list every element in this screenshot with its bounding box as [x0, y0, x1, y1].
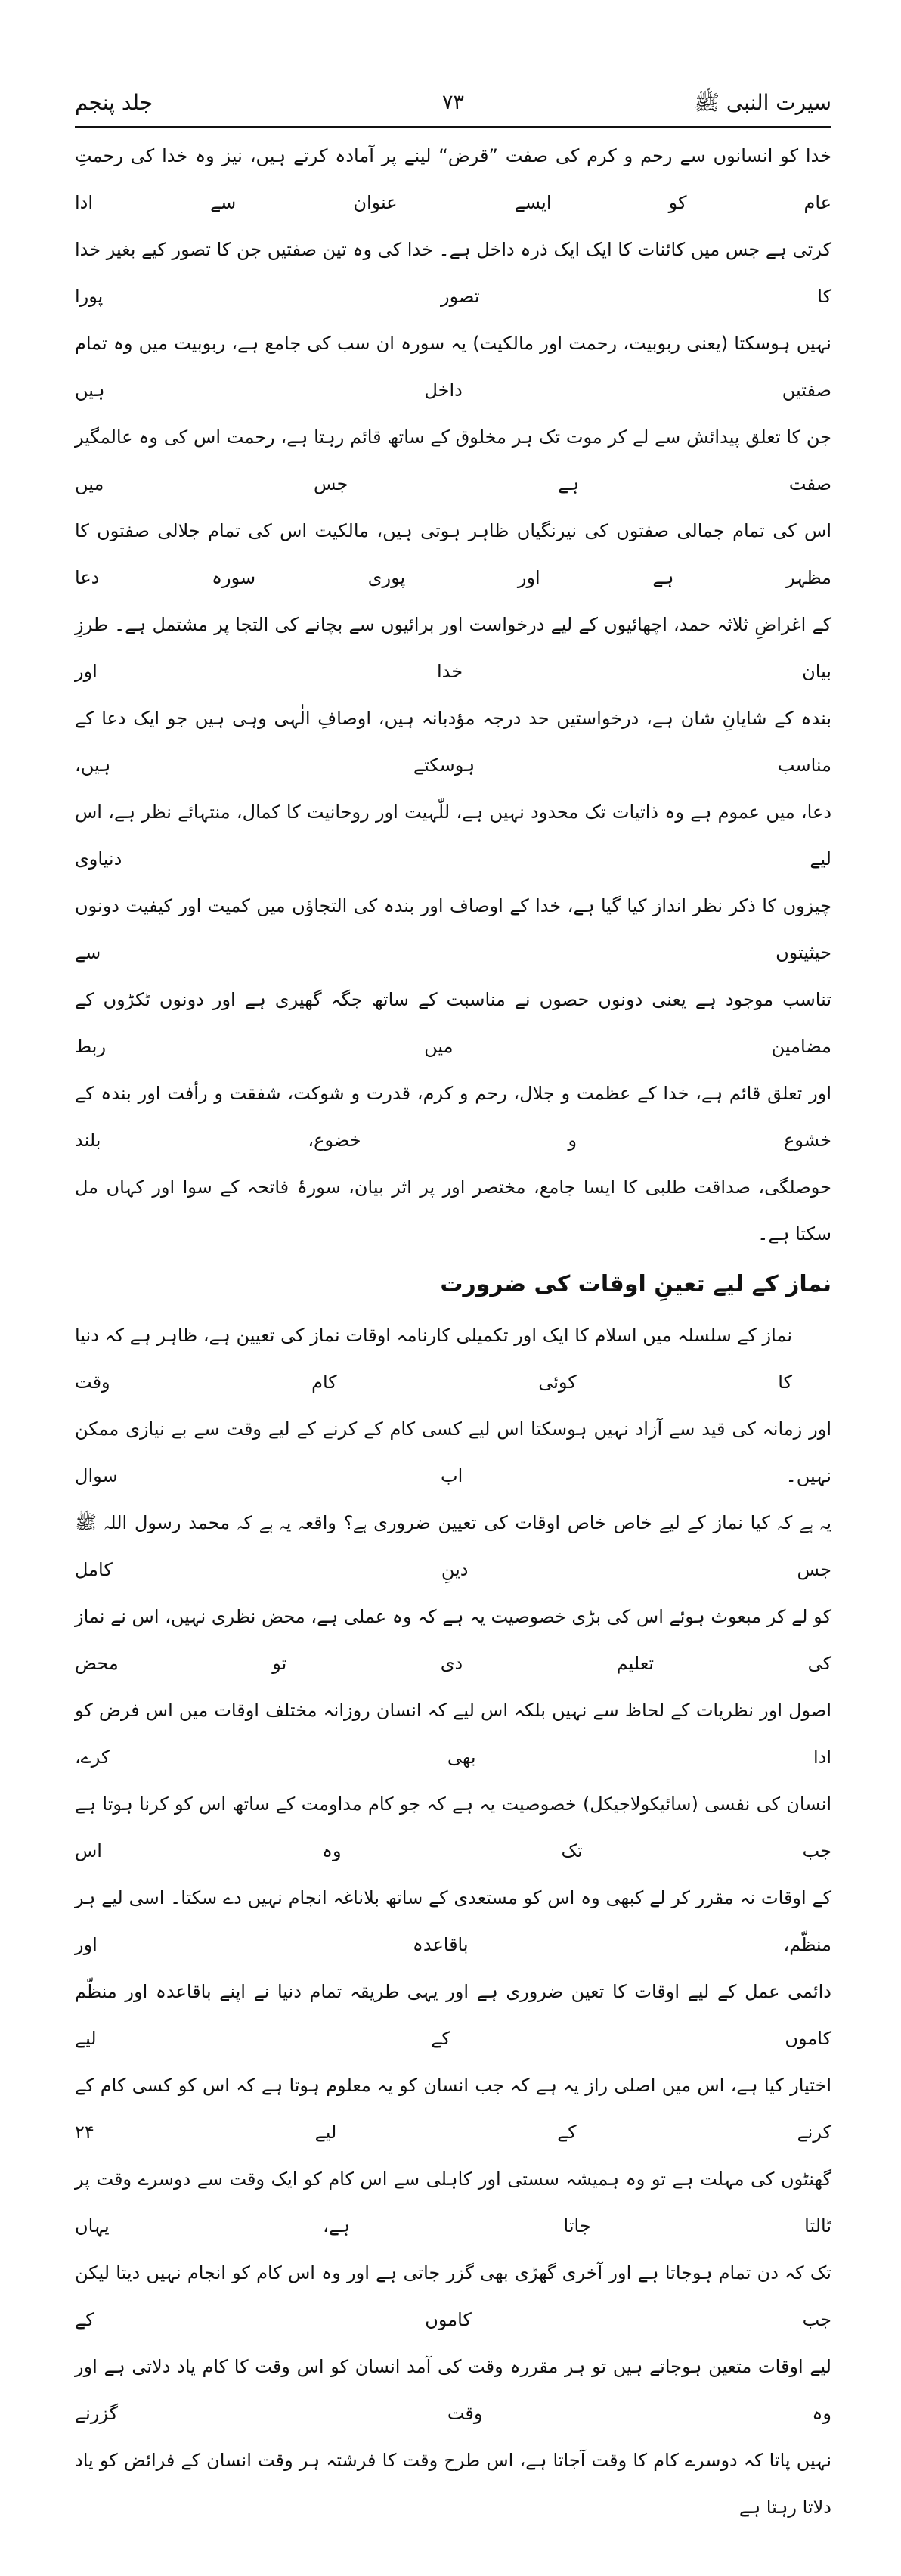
- text-line: گھنٹوں کی مہلت ہے تو وہ ہمیشہ سستی اور کاہلی سے اس کام کو ایک وقت سے دوسرے وقت پر ٹالتا جاتا ہے، یہاں: [75, 2168, 831, 2237]
- text-line: تناسب موجود ہے یعنی دونوں حصوں نے مناسبت کے ساتھ جگہ گھیری ہے اور دونوں ٹکڑوں کے مضامین میں ربط: [75, 989, 831, 1057]
- text-line: انسان کی نفسی (سائیکولاجیکل) خصوصیت یہ ہے کہ جو کام مداومت کے ساتھ اس کو کرنا ہوتا ہے جب تک وہ اس: [75, 1793, 831, 1861]
- header-divider: [75, 126, 831, 128]
- text-line: اور تعلق قائم ہے، خدا کے عظمت و جلال، رحم و کرم، قدرت و شوکت، شفقت و رأفت اور بندہ کے خشوع و خضوع، بلند: [75, 1083, 831, 1151]
- text-line: تک کہ دن تمام ہوجاتا ہے اور آخری گھڑی بھی گزر جاتی ہے اور وہ اس کام کو انجام نہیں دیتا لیکن جب کاموں کے: [75, 2262, 831, 2330]
- text-line: اصول اور نظریات کے لحاظ سے نہیں بلکہ اس لیے کہ انسان روزانہ مختلف اوقات میں اس فرض کو ادا بھی کرے،: [75, 1700, 831, 1768]
- text-line: یہ ہے کہ کیا نماز کے لیے خاص خاص اوقات کی تعیین ضروری ہے؟ واقعہ یہ ہے کہ محمد رسول اللہ ﷺ جس دینِ کامل: [75, 1512, 831, 1580]
- text-line: دائمی عمل کے لیے اوقات کا تعین ضروری ہے اور یہی طریقہ تمام دنیا نے اپنے باقاعدہ اور منظّم کاموں کے لیے: [75, 1981, 831, 2049]
- text-line: جن کا تعلق پیدائش سے لے کر موت تک ہر مخلوق کے ساتھ قائم رہتا ہے، رحمت اس کی وہ عالمگیر صفت ہے جس میں: [75, 426, 831, 494]
- section-heading: نماز کے لیے تعینِ اوقات کی ضرورت: [440, 1271, 831, 1297]
- paragraph-2: [75, 1312, 831, 2531]
- text-line: حوصلگی، صداقت طلبی کا ایسا جامع، مختصر اور پر اثر بیان، سورۂ فاتحہ کے سوا اور کہاں مل سکتا ہے۔: [75, 1176, 831, 1245]
- page-number: ۷۳: [441, 91, 464, 114]
- text-line: اس کی تمام جمالی صفتوں کی نیرنگیاں ظاہر ہوتی ہیں، مالکیت اس کی تمام جلالی صفتوں کا مظہر ہے اور پوری سورہ دعا: [75, 520, 831, 588]
- text-line: اور زمانہ کی قید سے آزاد نہیں ہوسکتا اس لیے کسی کام کے کرنے کے لیے وقت سے بے نیازی ممکن نہیں۔ اب سوال: [75, 1418, 831, 1486]
- running-header-volume: جلد پنجم: [75, 90, 153, 115]
- text-line: کے اوقات نہ مقرر کر لے کبھی وہ اس کو مستعدی کے ساتھ بلاناغہ انجام نہیں دے سکتا۔ اسی لیے ہر منظّم، باقاعدہ اور: [75, 1887, 831, 1955]
- text-line: نماز کے سلسلہ میں اسلام کا ایک اور تکمیلی کارنامہ اوقات نماز کی تعیین ہے، ظاہر ہے کہ دنیا کا کوئی کام وقت: [75, 1325, 792, 1393]
- text-line: بندہ کے شایانِ شان ہے، درخواستیں حد درجہ مؤدبانہ ہیں، اوصافِ الٰہی وہی ہیں جو ایک دعا کے مناسب ہوسکتے ہیں،: [75, 708, 831, 776]
- text-line: کرتی ہے جس میں کائنات کا ایک ایک ذرہ داخل ہے۔ خدا کی وہ تین صفتیں جن کا تصور کیے بغیر خدا کا تصور پورا: [75, 239, 831, 307]
- paragraph-1: [75, 132, 831, 1257]
- text-line: دعا، میں عموم ہے وہ ذاتیات تک محدود نہیں ہے، للّٰہیت اور روحانیت کا کمال، منتہائے نظر ہے، اس لیے دنیاوی: [75, 801, 832, 870]
- running-header-book-title: سیرت النبی ﷺ: [694, 90, 831, 115]
- text-line: اختیار کیا ہے، اس میں اصلی راز یہ ہے کہ جب انسان کو یہ معلوم ہوتا ہے کہ اس کو کسی کام کے کرنے کے لیے ۲۴: [75, 2075, 831, 2143]
- text-line: کے اغراضِ ثلاثہ حمد، اچھائیوں کے لیے درخواست اور برائیوں سے بچانے کی التجا پر مشتمل ہے۔ طرزِ بیان خدا اور: [75, 614, 831, 682]
- text-line: خدا کو انسانوں سے رحم و کرم کی صفت ”قرض“ لینے پر آمادہ کرتے ہیں، نیز وہ خدا کی رحمتِ عام کو ایسے عنوان سے ادا: [75, 145, 831, 213]
- text-line: لیے اوقات متعین ہوجاتے ہیں تو ہر مقررہ وقت کی آمد انسان کو اس وقت کا کام یاد دلاتی ہے اور وہ وقت گزرنے: [75, 2356, 831, 2424]
- text-line: نہیں ہوسکتا (یعنی ربوبیت، رحمت اور مالکیت) یہ سورہ ان سب کی جامع ہے، ربوبیت میں وہ تمام صفتیں داخل ہیں: [75, 333, 831, 401]
- text-line: نہیں پاتا کہ دوسرے کام کا وقت آجاتا ہے، اس طرح وقت کا فرشتہ ہر وقت انسان کے فرائض کو یاد دلاتا رہتا ہے: [75, 2450, 831, 2518]
- text-line: کو لے کر مبعوث ہوئے اس کی بڑی خصوصیت یہ ہے کہ وہ عملی ہے، محض نظری نہیں، اس نے نماز کی تعلیم دی تو محض: [75, 1606, 831, 1674]
- running-header: [75, 85, 831, 122]
- text-line: چیزوں کا ذکر نظر انداز کیا گیا ہے، خدا کے اوصاف اور بندہ کی التجاؤں میں کمیت اور کیفیت دونوں حیثیتوں سے: [75, 895, 831, 963]
